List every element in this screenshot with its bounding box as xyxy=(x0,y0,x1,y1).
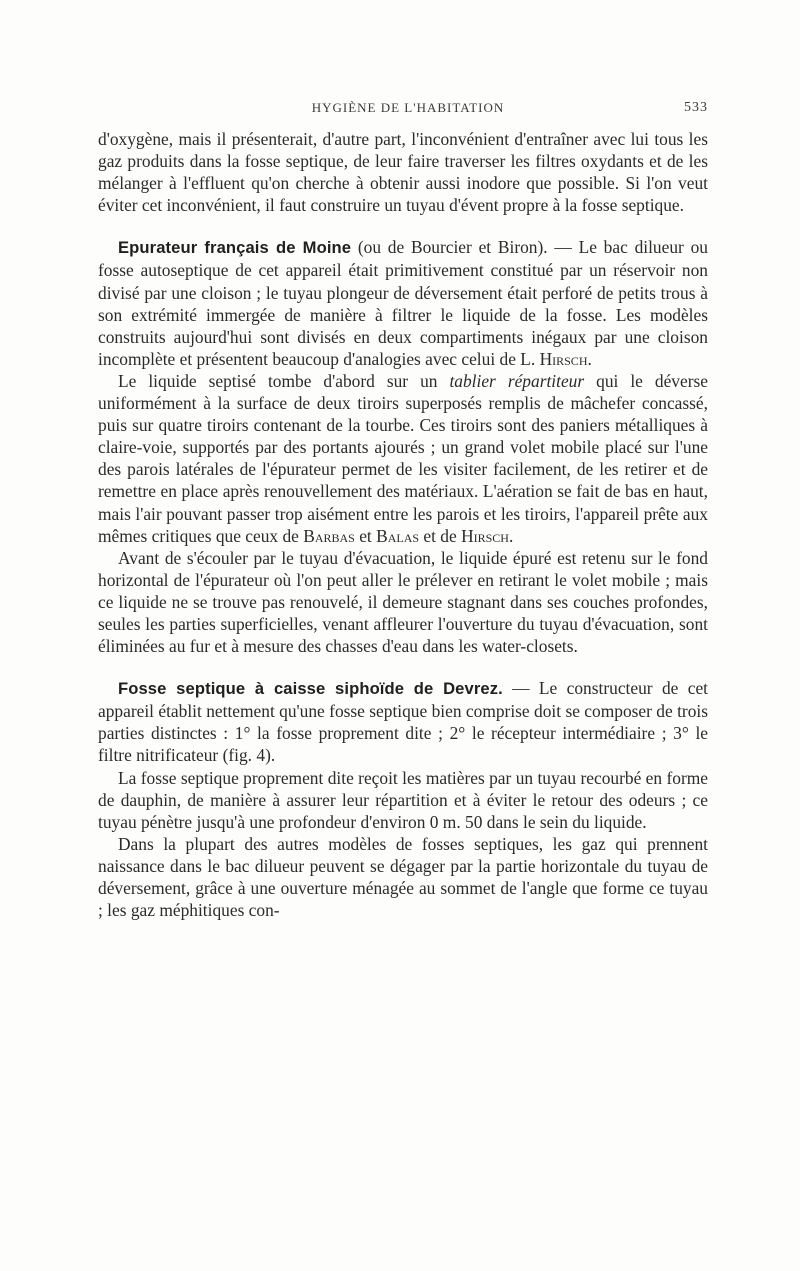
paragraph-liquide-septise xyxy=(98,370,708,547)
paragraph-autres-modeles xyxy=(98,833,708,921)
paragraph-text: — Le bac dilueur ou fosse autoseptique de cet appareil était primitivement constitué par un réservoir non divisé par une cloison ; le tuyau plongeur de déversement était perforé de petits trous à son extrémité immergée de manière à filtrer le liquide de la fosse. Les modèles construits aujourd'hui sont divisés en deux compartiments inégaux par une cloison incomplète et présentent beaucoup d'analogies avec celui de L. xyxy=(98,237,708,369)
paragraph-text: La fosse septique proprement dite reçoit les matières par un tuyau recourbé en forme de dauphin, de manière à assurer leur répartition et à éviter le retour des odeurs ; ce tuyau pénètre jusqu'à une profondeur d'environ 0 m. 50 dans le sein du liquide. xyxy=(98,767,708,832)
conjunction: et de xyxy=(419,525,462,546)
paragraph-text: Le liquide septisé tombe d'abord sur un xyxy=(118,370,450,391)
paragraph-text: Dans la plupart des autres modèles de fosses septiques, les gaz qui prennent naissance dans le bac dilueur peuvent se dégager par la partie horizontale du tuyau de déversement, grâce à une ouverture ménagée au sommet de l'angle que forme ce tuyau ; les gaz méphitiques con- xyxy=(98,833,708,921)
section-heading-paren: (ou de Bourcier et Biron). xyxy=(357,237,548,258)
running-head xyxy=(108,100,708,120)
paragraph-end: . xyxy=(587,348,592,369)
section-heading: Epurateur français de Moine xyxy=(118,238,352,258)
author-name: Hirsch xyxy=(461,525,509,546)
body-text xyxy=(98,128,708,921)
paragraph-end: . xyxy=(508,525,514,546)
paragraph-text: qui le déverse uniformément à la surface de deux tiroirs superposés remplis de mâchefer concassé, puis sur quatre tiroirs contenant de la tourbe. Ces tiroirs sont des paniers métalliques à claire-voie, supportés par des portants ajourés ; un grand volet mobile placé sur l'une des parois latérales de l'épurateur permet de les visiter facilement, de les retirer et de remettre en place après renouvellement des matériaux. L'aération se fait de bas en haut, mais l'air pouvant passer trop aisément entre les parois et les tiroirs, l'appareil prête aux mêmes critiques que ceux de xyxy=(98,370,708,546)
running-title: HYGIÈNE DE L'HABITATION xyxy=(311,100,505,115)
paragraph-text: — Le constructeur de cet appareil établit nettement qu'une fosse septique bien comprise doit se composer de trois parties distinctes : 1° la fosse proprement dite ; 2° le récepteur intermédiaire ; 3° le filtre nitrificateur (fig. 4). xyxy=(98,678,708,766)
section-heading: Fosse septique à caisse siphoïde de Devrez. xyxy=(118,679,503,699)
paragraph-fosse-devrez xyxy=(98,677,708,766)
author-name: Balas xyxy=(376,525,420,546)
paragraph-avant-ecouler xyxy=(98,547,708,657)
conjunction: et xyxy=(354,525,377,546)
paragraph-epurateur-moine xyxy=(98,236,708,370)
page-number: 533 xyxy=(684,100,708,115)
paragraph-text: Avant de s'écouler par le tuyau d'évacuation, le liquide épuré est retenu sur le fond horizontal de l'épurateur où l'on peut aller le prélever en retirant le volet mobile ; mais ce liquide ne se trouve pas renouvelé, il demeure stagnant dans ses couches profondes, seules les parties superficielles, venant affleurer l'ouverture du tuyau d'évacuation, sont éliminées au fur et à mesure des chasses d'eau dans les water-closets. xyxy=(98,547,708,657)
paragraph-text: d'oxygène, mais il présenterait, d'autre part, l'inconvénient d'entraîner avec lui tous les gaz produits dans la fosse septique, de leur faire traverser les filtres oxydants et de les mélanger à l'effluent qu'on cherche à obtenir aussi inodore que possible. Si l'on veut éviter cet inconvénient, il faut construire un tuyau d'évent propre à la fosse septique. xyxy=(98,129,708,216)
italic-term: tablier répartiteur xyxy=(449,370,585,391)
paragraph-fosse-proprement-dite xyxy=(98,767,708,833)
author-name: Hirsch xyxy=(539,348,588,369)
paragraph-continued xyxy=(98,128,708,216)
author-name: Barbas xyxy=(303,525,355,546)
